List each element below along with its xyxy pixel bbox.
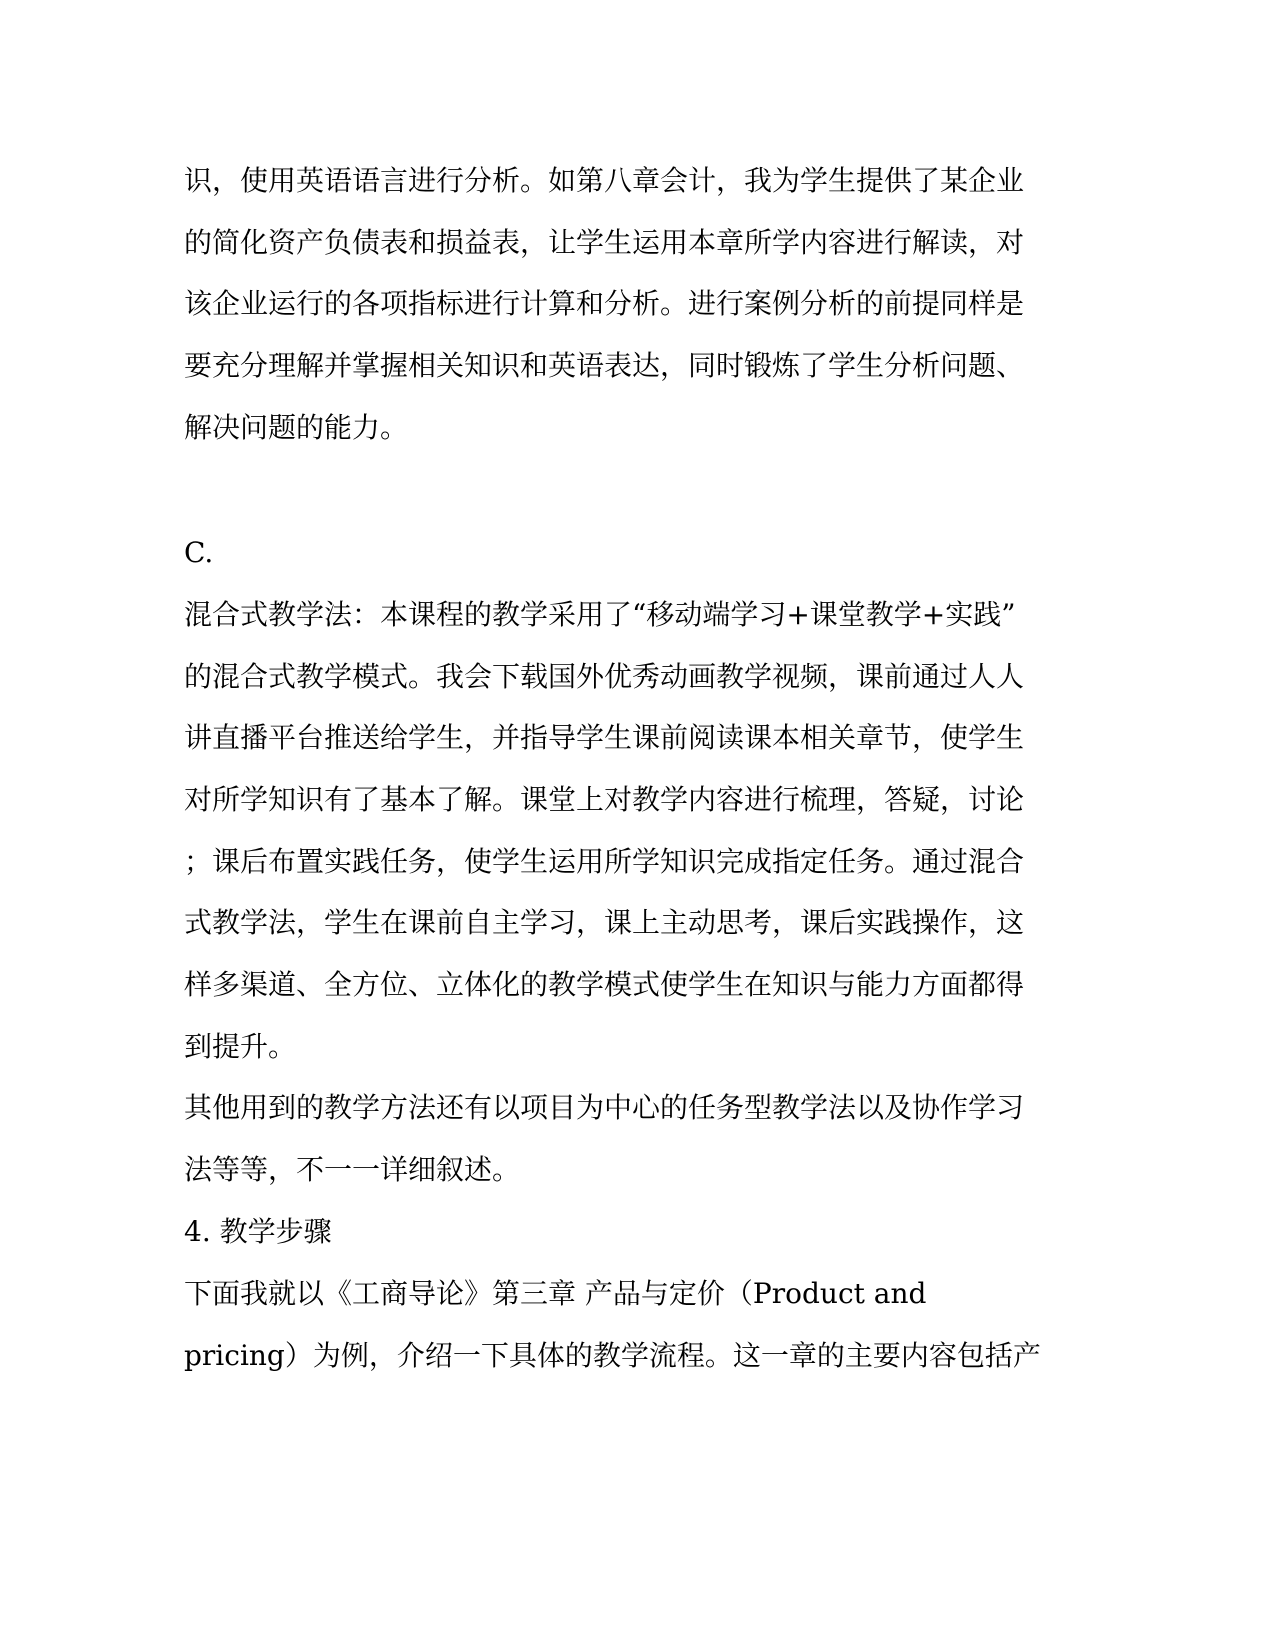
paragraph-line: 识，使用英语语言进行分析。如第八章会计，我为学生提供了某企业 [184,164,1025,197]
paragraph-line: ；课后布置实践任务，使学生运用所学知识完成指定任务。通过混合 [184,845,1025,878]
paragraph-line: 的混合式教学模式。我会下载国外优秀动画教学视频，课前通过人人 [184,660,1025,693]
paragraph-line: 要充分理解并掌握相关知识和英语表达，同时锻炼了学生分析问题、 [184,349,1025,382]
paragraph-line: 的简化资产负债表和损益表，让学生运用本章所学内容进行解读，对 [184,226,1025,259]
paragraph-line: 式教学法，学生在课前自主学习，课上主动思考，课后实践操作，这 [184,906,1025,939]
paragraph-line: 样多渠道、全方位、立体化的教学模式使学生在知识与能力方面都得 [184,968,1025,1001]
paragraph-line: 解决问题的能力。 [184,411,409,444]
paragraph-line: 讲直播平台推送给学生，并指导学生课前阅读课本相关章节，使学生 [184,721,1025,754]
paragraph-line: 到提升。 [184,1030,297,1063]
paragraph-line: 对所学知识有了基本了解。课堂上对教学内容进行梳理，答疑，讨论 [184,783,1025,816]
section-label: C. [184,536,214,569]
paragraph-line: 法等等，不一一详细叙述。 [184,1153,521,1186]
section-heading: 4. 教学步骤 [184,1215,332,1248]
paragraph-line: pricing）为例，介绍一下具体的教学流程。这一章的主要内容包括产 [184,1339,1041,1372]
paragraph-line: 混合式教学法：本课程的教学采用了“移动端学习+课堂教学+实践” [184,598,1016,631]
paragraph-line: 下面我就以《工商导论》第三章 产品与定价（Product and [184,1277,927,1310]
paragraph-line: 该企业运行的各项指标进行计算和分析。进行案例分析的前提同样是 [184,287,1025,320]
paragraph-line: 其他用到的教学方法还有以项目为中心的任务型教学法以及协作学习 [184,1091,1025,1124]
